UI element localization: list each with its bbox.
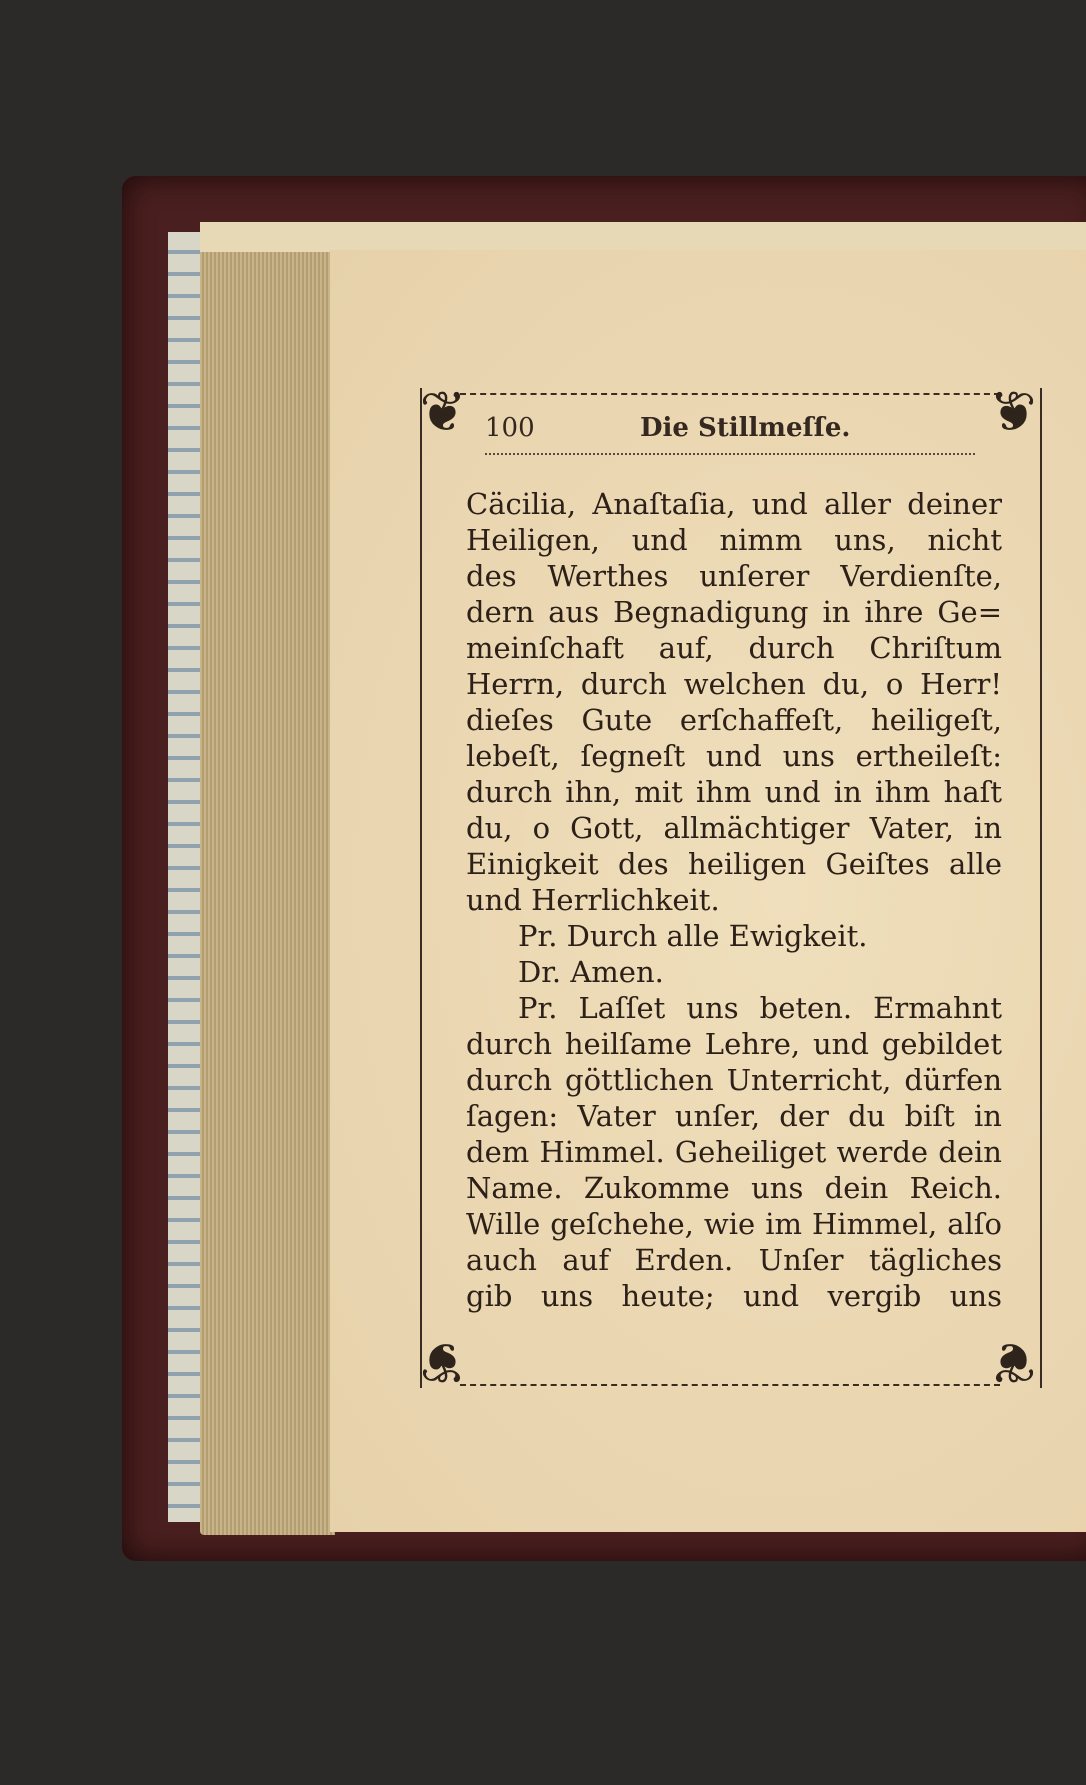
floral-corner-icon: ❦ [419,1329,467,1394]
text-line: durch heilſame Lehre, und gebildet [466,1027,1002,1061]
page-top-edge [200,222,1086,252]
frame-bottom-border [460,1384,1000,1394]
text-line: dieſes Gute erſchaffeſt, heiligeſt, [466,703,1002,737]
text-line: durch göttlichen Unterricht, dürfen [466,1063,1002,1097]
text-line: ſagen: Vater unſer, der du biſt in [466,1099,1002,1133]
floral-corner-icon: ❦ [989,380,1037,445]
text-line: meinſchaft auf, durch Chriſtum [466,631,1002,665]
text-line: und Herrlichkeit. [466,883,720,917]
page-header [485,405,975,449]
floral-corner-icon: ❦ [419,380,467,445]
text-line: dern aus Begnadigung in ihre Ge= [466,595,1002,629]
text-line: Wille geſchehe, wie im Himmel, alſo [466,1207,1002,1241]
page-body-text [466,486,1002,1314]
header-rule [485,453,975,455]
text-line: Name. Zukomme uns dein Reich. [466,1171,1002,1205]
text-line: Pr. Laſſet uns beten. Ermahnt [518,991,1002,1025]
text-line: Dr. Amen. [518,955,664,989]
text-line: dem Himmel. Geheiliget werde dein [466,1135,1002,1169]
text-line: durch ihn, mit ihm und in ihm haſt [466,775,1002,809]
floral-corner-icon: ❦ [989,1329,1037,1394]
frame-top-border [460,393,1000,403]
text-line: auch auf Erden. Unſer tägliches [466,1243,1002,1277]
running-title: Die Stillmeſſe. [640,413,851,443]
text-line: des Werthes unſerer Verdienſte, [466,559,1002,593]
text-line: gib uns heute; und vergib uns [466,1279,1002,1313]
page-number: 100 [485,413,535,443]
text-line: Herrn, durch welchen du, o Herr! [466,667,1002,701]
text-line: Pr. Durch alle Ewigkeit. [518,919,868,953]
page-edges [200,250,335,1535]
text-line: lebeſt, ſegneſt und uns ertheileſt: [466,739,1002,773]
text-line: Heiligen, und nimm uns, nicht [466,523,1002,557]
text-line: Einigkeit des heiligen Geiſtes alle [466,847,1002,881]
text-line: du, o Gott, allmächtiger Vater, in [466,811,1002,845]
text-line: Cäcilia, Anaſtaſia, und aller deiner [466,487,1002,521]
